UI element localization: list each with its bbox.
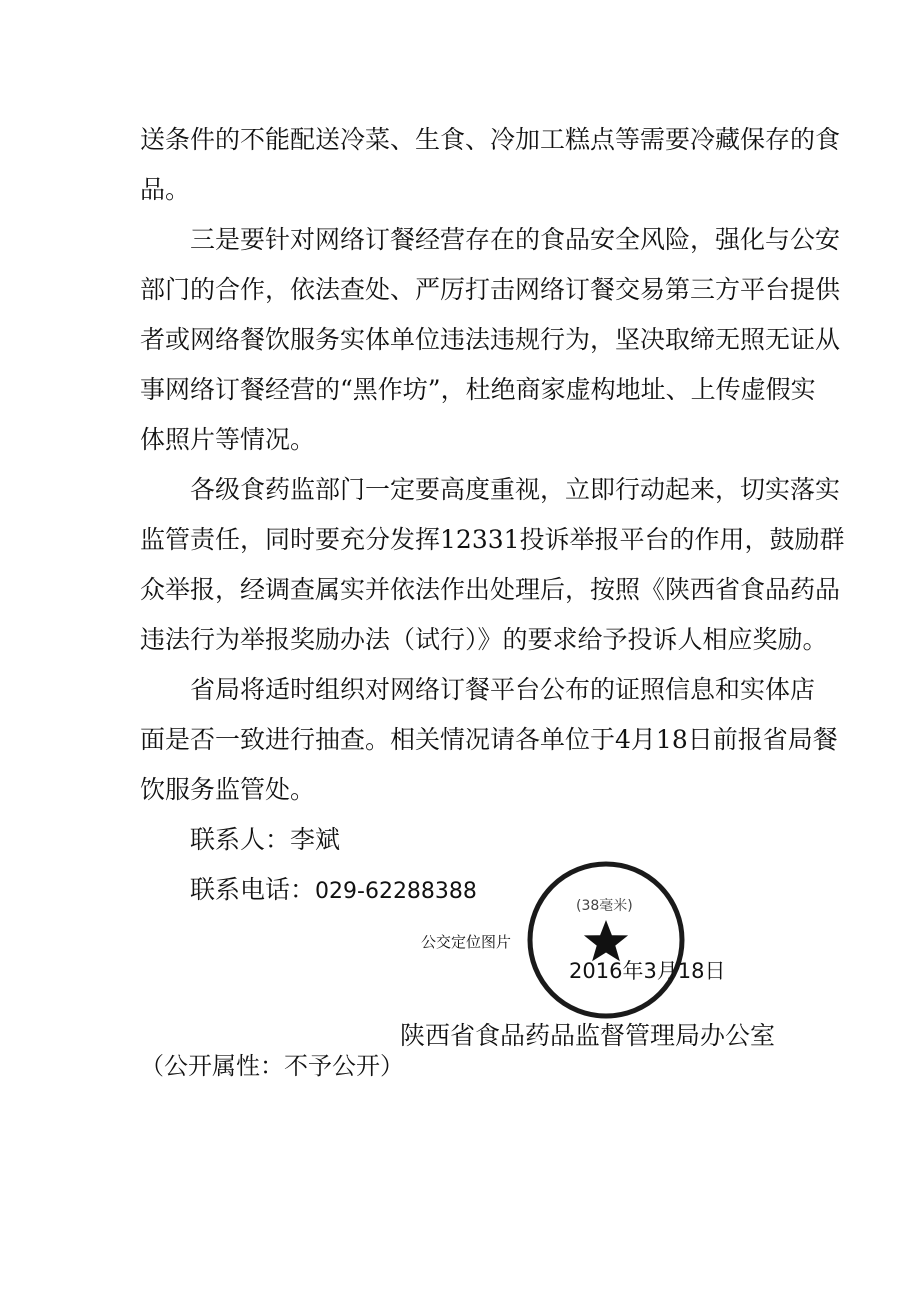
body-line-10: 众举报，经调查属实并依法作出处理后，按照《陕西省食品药品 [140, 575, 841, 604]
body-line-12: 省局将适时组织对网络订餐平台公布的证照信息和实体店 [190, 675, 816, 704]
official-seal-icon [526, 860, 686, 1020]
contact-person-label: 联系人： [190, 825, 291, 854]
body-line-4: 部门的合作，依法查处、严厉打击网络订餐交易第三方平台提供 [140, 275, 841, 304]
body-line-3: 三是要针对网络订餐经营存在的食品安全风险，强化与公安 [190, 225, 841, 254]
body-line-7: 体照片等情况。 [140, 425, 316, 454]
disclosure-note: （公开属性：不予公开） [140, 1052, 404, 1080]
contact-phone-label: 联系电话： [190, 875, 316, 904]
body-line-14: 饮服务监管处。 [140, 775, 316, 804]
body-line-9: 监管责任，同时要充分发挥12331投诉举报平台的作用，鼓励群 [140, 525, 845, 554]
contact-phone [190, 872, 477, 910]
signature-date: 2016年3月18日 [569, 959, 726, 983]
body-line-1: 送条件的不能配送冷菜、生食、冷加工糕点等需要冷藏保存的食 [140, 125, 841, 154]
contact-phone-number: 029-62288388 [315, 879, 477, 904]
body-line-2: 品。 [140, 175, 191, 204]
image-placeholder-label: 公交定位图片 [421, 933, 512, 951]
body-line-11: 违法行为举报奖励办法（试行）》的要求给予投诉人相应奖励。 [140, 625, 828, 654]
seal-size-label: (38毫米) [576, 898, 633, 914]
contact-person-name: 李斌 [290, 825, 341, 854]
body-line-8: 各级食药监部门一定要高度重视，立即行动起来，切实落实 [190, 475, 841, 504]
signature-issuer: 陕西省食品药品监督管理局办公室 [400, 1021, 776, 1050]
body-line-6: 事网络订餐经营的“黑作坊”，杜绝商家虚构地址、上传虚假实 [140, 375, 816, 404]
body-line-13: 面是否一致进行抽查。相关情况请各单位于4月18日前报省局餐 [140, 725, 838, 754]
contact-person [190, 822, 340, 858]
body-line-5: 者或网络餐饮服务实体单位违法违规行为，坚决取缔无照无证从 [140, 325, 841, 354]
